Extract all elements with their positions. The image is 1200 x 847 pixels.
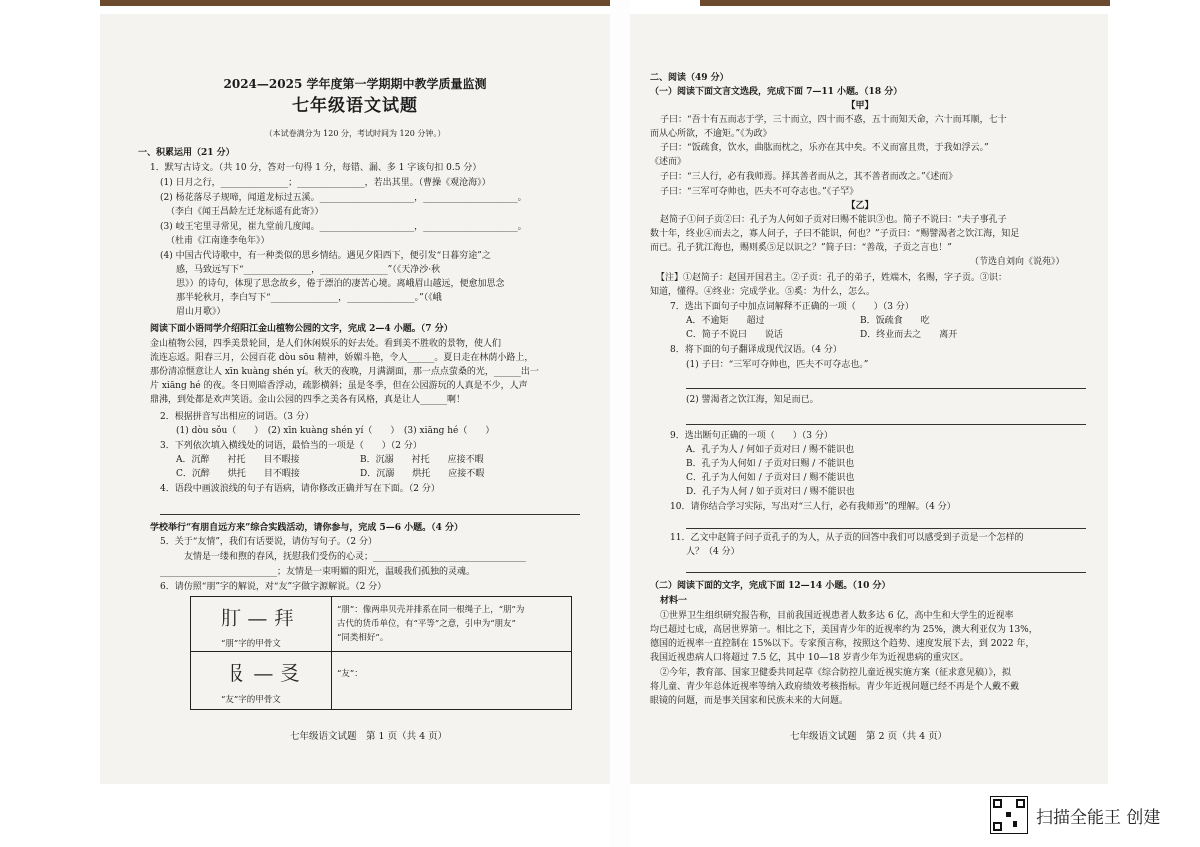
question-5-line1: 友情是一缕和煦的春风，抚慰我们受伤的心灵；__________________________________ xyxy=(184,552,527,562)
question-2: 2．根据拼音写出相应的词语。（3 分） xyxy=(160,412,314,422)
question-3-option-d: D．沉溺 烘托 应接不暇 xyxy=(360,469,485,479)
question-11-line2: 人？（4 分） xyxy=(686,547,740,557)
peng-caption: “朋”字的甲骨文 xyxy=(221,639,281,649)
question-2-options: (1) dòu sǒu（ ） (2) xīn kuàng shén yí（ ） (3) xiāng hé（ ） xyxy=(176,426,495,436)
annotation-line-2: 知道，懂得。④终业：完成学业。⑤奚：为什么，怎么。 xyxy=(650,287,876,297)
page-footer-1: 七年级语文试题 第 1 页（共 4 页） xyxy=(290,731,448,742)
exam-page-2 xyxy=(630,14,1108,784)
peng-explanation-2: 古代的货币单位，有“平等”之意，引申为“朋友” xyxy=(337,619,516,629)
yi-line-3: 而已。孔子犹江海也，赐则奚⑤足以识之？”简子曰：“善哉，子贡之言也！” xyxy=(650,243,952,253)
question-6: 6．请仿照“朋”字的解说，对“友”字做字源解说。（2 分） xyxy=(160,582,387,592)
yi-source: （节选自刘向《说苑》） xyxy=(970,257,1065,267)
question-1-4-line2: 感，马致远写下“_______________，_______________”（《天净沙·秋 xyxy=(176,265,441,275)
top-edge-right xyxy=(700,0,1110,6)
exam-title: 七年级语文试题 xyxy=(292,96,418,116)
section-2-heading: 二、阅读（49 分） xyxy=(650,73,729,83)
question-1-4-line3: 思》）的诗句，体现了思念故乡，倦于漂泊的凄苦心境。离峨眉山越远，便愈加思念 xyxy=(176,279,505,289)
question-8-2: (2) 譬渴者之饮江海，知足而已。 xyxy=(686,395,819,405)
page-gap xyxy=(610,0,630,847)
question-3-option-b: B．沉溺 衬托 应接不暇 xyxy=(360,455,484,465)
page-footer-2: 七年级语文试题 第 2 页（共 4 页） xyxy=(790,731,948,742)
material-1-label: 材料一 xyxy=(660,596,688,606)
jia-line-3: 子曰：“饭疏食，饮水，曲肱而枕之，乐亦在其中矣。不义而富且贵，于我如浮云。” xyxy=(660,143,989,153)
question-5: 5．关于“友情”，我们有话要说，请仿写句子。（2 分） xyxy=(160,537,378,547)
question-3-option-a: A．沉醉 衬托 目不暇接 xyxy=(176,455,300,465)
etymology-table xyxy=(190,596,572,710)
peng-oracle-glyph: 𦘭 — 拜 xyxy=(221,606,294,630)
passage-line-1: 金山植物公园，四季美景轮回，是人们休闲娱乐的好去处。看到美不胜收的景物，使人们 xyxy=(150,339,502,349)
question-4: 4．语段中画波浪线的句子有语病，请你修改正确并写在下面。（2 分） xyxy=(160,484,440,494)
passage-line-3: 那份清凉惬意让人 xīn kuàng shén yí。秋天的夜晚，月满湖面，那一点点萤桑的光，______出一 xyxy=(150,367,539,377)
you-oracle-glyph: 𠬝 — 㕛 xyxy=(227,661,300,685)
part-1-intro: （一）阅读下面文言文选段，完成下面 7—11 小题。（18 分） xyxy=(650,87,903,97)
question-7: 7．选出下面句子中加点词解释不正确的一项（ ）（3 分） xyxy=(670,302,914,312)
part-2-intro: （二）阅读下面的文字，完成下面 12—14 小题。（10 分） xyxy=(650,581,891,591)
question-9-option-b: B．孔子为人何如 / 子贡对曰赐 / 不能识也 xyxy=(686,459,855,469)
material-1-line-2: 均已超过七成，高居世界第一。相比之下，美国青少年的近视率约为 25%，澳大利亚仅为 13%， xyxy=(650,625,1038,635)
question-1-4-line5: 眉山月歌》） xyxy=(176,307,226,317)
question-7-option-b: B．饭疏食 吃 xyxy=(860,316,930,326)
answer-line-q8-1 xyxy=(686,388,1086,389)
passage-line-4: 片 xiāng hé 的夜。冬日则暗香浮动，疏影横斜；虽是冬季，但在公园游玩的人真是不少，人声 xyxy=(150,381,528,391)
question-1: 1．默写古诗文。（共 10 分，答对一句得 1 分，每错、漏、多 1 字该句扣 0.5 分） xyxy=(150,163,482,173)
annotation-line-1: 【注】①赵简子：赵国开国君主。②子贡：孔子的弟子，姓端木，名赐，字子贡。③识： xyxy=(656,273,1008,283)
material-1-line-5: ②今年，教育部、国家卫健委共同起草《综合防控儿童近视实施方案（征求意见稿）》，拟 xyxy=(660,668,1012,678)
yi-line-2: 数十年，终业④而去之，寡人问子，子曰不能识，何也？”子贡曰：“赐譬渴者之饮江海，知足 xyxy=(650,229,1020,239)
answer-line-q4 xyxy=(160,514,580,515)
yi-line-1: 赵简子①问子贡②曰：孔子为人何如子贡对曰赐不能识③也。简子不说曰：“夫子事孔子 xyxy=(660,215,1007,225)
material-1-line-1: ①世界卫生组织研究报告称，目前我国近视患者人数多达 6 亿，高中生和大学生的近视率 xyxy=(660,611,1014,621)
question-1-3-source: （杜甫《江南逢李龟年》） xyxy=(166,236,270,246)
peng-explanation-1: “朋”：像两串贝壳并排系在同一根绳子上，“朋”为 xyxy=(337,605,525,615)
question-1-1: (1) 日月之行，_______________；_______________，若出其里。（曹操《观沧海》） xyxy=(160,178,491,188)
peng-explanation-3: “同类相好”。 xyxy=(337,633,389,643)
question-8-1: (1) 子曰：“三军可夺帅也，匹夫不可夺志也。” xyxy=(686,360,869,370)
activity-intro: 学校举行“有朋自远方来”综合实践活动，请你参与，完成 5—6 小题。（4 分） xyxy=(150,523,464,533)
question-1-4: (4) 中国古代诗歌中，有一种类似的思乡情结。遇见夕阳西下，便引发“日暮穷途”之 xyxy=(160,251,491,261)
answer-line-q8-2 xyxy=(686,424,1086,425)
question-10: 10．请你结合学习实际，写出对“三人行，必有我师焉”的理解。（4 分） xyxy=(670,502,956,512)
question-7-option-a: A．不逾矩 超过 xyxy=(686,316,765,326)
question-1-2: (2) 杨花落尽子规啼，闻道龙标过五溪。_____________________，_____________________。 xyxy=(160,193,527,203)
exam-note: （本试卷满分为 120 分，考试时间为 120 分钟。） xyxy=(264,129,446,138)
question-8: 8．将下面的句子翻译成现代汉语。（4 分） xyxy=(670,345,842,355)
jia-line-1: 子曰：“吾十有五而志于学，三十而立，四十而不惑，五十而知天命，六十而耳顺，七十 xyxy=(660,115,1007,125)
reading-intro: 阅读下面小语同学介绍阳江金山植物公园的文字，完成 2—4 小题。（7 分） xyxy=(150,324,453,334)
question-9-option-a: A．孔子为人 / 何如子贡对曰 / 赐不能识也 xyxy=(686,445,855,455)
answer-line-q10 xyxy=(686,528,1086,529)
question-1-4-line4: 那半轮秋月，李白写下“_______________，_______________。”（《峨 xyxy=(176,293,442,303)
exam-header: 2024—2025 学年度第一学期期中教学质量监测 xyxy=(223,77,487,91)
watermark-text: 扫描全能王 创建 xyxy=(1036,807,1161,828)
question-3-option-c: C．沉醉 烘托 目不暇接 xyxy=(176,469,300,479)
question-7-option-d: D．终业而去之 离开 xyxy=(860,330,958,340)
question-9: 9．选出断句正确的一项（ ）（3 分） xyxy=(670,431,833,441)
question-1-3: (3) 岐王宅里寻常见，崔九堂前几度闻。_____________________，_____________________。 xyxy=(160,222,527,232)
you-caption: “友”字的甲骨文 xyxy=(221,695,281,705)
material-1-line-4: 我国近视患病人口将超过 7.5 亿，其中 10—18 岁青少年为近视患病的重灾区。 xyxy=(650,653,969,663)
jia-line-2: 而从心所欲，不逾矩。”《为政》 xyxy=(650,129,772,139)
question-1-2-source: （李白《闻王昌龄左迁龙标遥有此寄》） xyxy=(166,207,324,217)
exam-page-1 xyxy=(100,14,610,784)
question-5-line2: __________________________；友情是一束明媚的阳光，温暖我们孤独的灵魂。 xyxy=(160,567,476,577)
material-1-line-3: 德国的近视率一直控制在 15%以下。专家预言称，按照这个趋势、速度发展下去，到 2022 年， xyxy=(650,639,1035,649)
material-1-line-7: 眼镜的问题，而是事关国家和民族未来的大问题。 xyxy=(650,696,849,706)
question-9-option-c: C．孔子为人何如 / 子贡对曰 / 赐不能识也 xyxy=(686,473,855,483)
you-explanation: “友”： xyxy=(337,669,363,679)
passage-line-5: 鼎沸，到处都是欢声笑语。金山公园的四季之美各有风格，真是让人______啊！ xyxy=(150,395,466,405)
question-3: 3．下列依次填入横线处的词语，最恰当的一项是（ ）（2 分） xyxy=(160,441,422,451)
text-jia-label: 【甲】 xyxy=(846,101,874,111)
top-edge-left xyxy=(100,0,610,6)
question-11: 11．乙文中赵简子问子贡孔子的为人，从子贡的回答中我们可以感受到子贡是一个怎样的 xyxy=(670,533,1024,543)
jia-line-4: 《述而》 xyxy=(650,157,687,167)
jia-line-6: 子曰：“三军可夺帅也，匹夫不可夺志也。”《子罕》 xyxy=(660,187,859,197)
material-1-line-6: 将儿童、青少年总体近视率等纳入政府绩效考核指标。青少年近视问题已经不再是个人戴不戴 xyxy=(650,682,1020,692)
text-yi-label: 【乙】 xyxy=(846,201,874,211)
qr-code-icon xyxy=(990,796,1028,834)
question-7-option-c: C．简子不说曰 说话 xyxy=(686,330,783,340)
scanner-watermark xyxy=(990,796,1160,834)
passage-line-2: 流连忘返。阳春三月，公园百花 dòu sōu 精神，娇媚斗艳，令人______。夏日走在林荫小路上， xyxy=(150,353,534,363)
section-1-heading: 一、积累运用（21 分） xyxy=(138,148,235,158)
jia-line-5: 子曰：“三人行，必有我师焉。择其善者而从之，其不善者而改之。”《述而》 xyxy=(660,172,958,182)
question-9-option-d: D．孔子为人何 / 如子贡对曰 / 赐不能识也 xyxy=(686,487,855,497)
answer-line-q11 xyxy=(686,572,1086,573)
